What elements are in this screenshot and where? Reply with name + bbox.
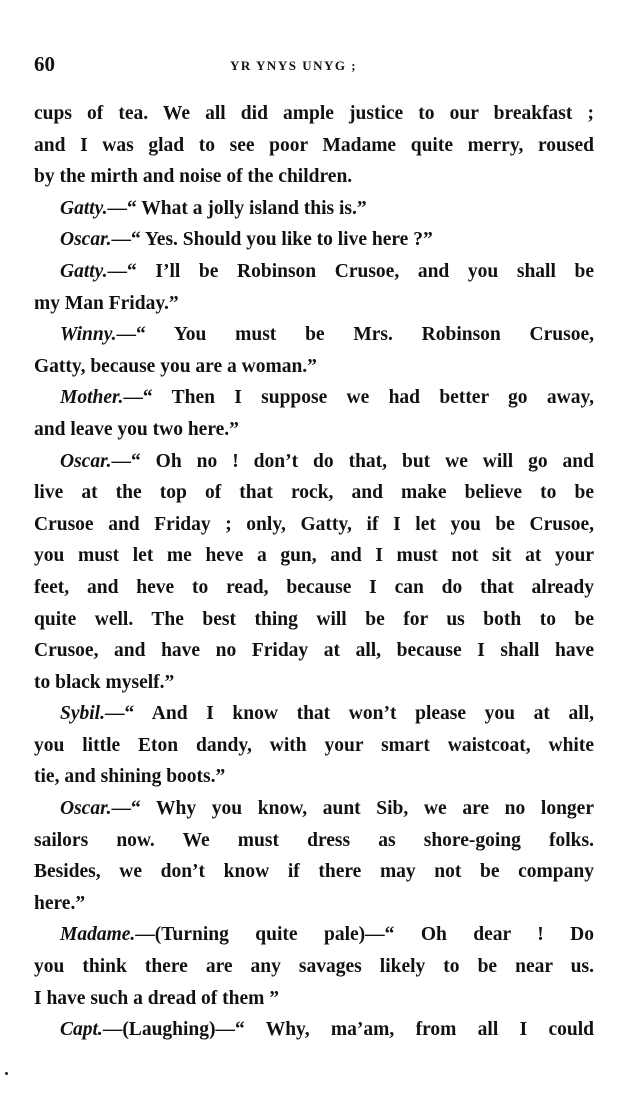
text-line bbox=[34, 604, 594, 636]
text-line bbox=[34, 825, 594, 857]
line-text: live at the top of that rock, and make believe to be bbox=[34, 482, 594, 504]
text-line bbox=[34, 414, 594, 446]
text-line bbox=[34, 698, 594, 730]
text-line bbox=[34, 730, 594, 762]
line-text: Crusoe, and have no Friday at all, because I shall have bbox=[34, 640, 594, 662]
line-text: and I was glad to see poor Madame quite merry, roused bbox=[34, 134, 594, 156]
text-line bbox=[34, 667, 594, 699]
speaker-name: Mother. bbox=[60, 387, 124, 409]
text-line bbox=[34, 572, 594, 604]
line-text: —(Laughing)—“ Why, ma’am, from all I could bbox=[102, 1019, 594, 1041]
text-line bbox=[34, 951, 594, 983]
line-text: —“ And I know that won’t please you at all, bbox=[104, 703, 594, 725]
speaker-name: Oscar. bbox=[60, 798, 112, 820]
line-text: —“ Why you know, aunt Sib, we are no longer bbox=[111, 798, 594, 820]
text-line bbox=[34, 793, 594, 825]
text-line bbox=[34, 161, 594, 193]
line-text: —“ Yes. Should you like to live here ?” bbox=[111, 229, 433, 251]
line-text: feet, and heve to read, because I can do that already bbox=[34, 576, 594, 598]
text-line bbox=[34, 351, 594, 383]
speaker-name: Oscar. bbox=[60, 229, 112, 251]
text-line bbox=[34, 856, 594, 888]
line-text: Gatty, because you are a woman.” bbox=[34, 355, 317, 377]
line-text: by the mirth and noise of the children. bbox=[34, 166, 353, 188]
line-text: you think there are any savages likely to be near us. bbox=[34, 956, 594, 978]
text-line bbox=[34, 446, 594, 478]
text-line bbox=[34, 224, 594, 256]
line-text: quite well. The best thing will be for us both to be bbox=[34, 608, 594, 630]
line-text: —“ Then I suppose we had better go away, bbox=[123, 387, 594, 409]
running-head: YR YNYS UNYG ; bbox=[230, 58, 358, 73]
text-line bbox=[34, 761, 594, 793]
speaker-name: Sybil. bbox=[60, 703, 105, 725]
text-line bbox=[34, 98, 594, 130]
speaker-name: Gatty. bbox=[60, 197, 108, 219]
line-text: here.” bbox=[34, 892, 86, 914]
text-line bbox=[34, 288, 594, 320]
line-text: to black myself.” bbox=[34, 671, 175, 693]
line-text: sailors now. We must dress as shore-going folks. bbox=[34, 829, 594, 851]
line-text: you little Eton dandy, with your smart waistcoat, white bbox=[34, 734, 594, 756]
line-text: and leave you two here.” bbox=[34, 418, 239, 440]
line-text: you must let me heve a gun, and I must not sit at your bbox=[34, 545, 594, 567]
page-header bbox=[34, 52, 594, 82]
body-text bbox=[34, 98, 594, 1046]
margin-dot bbox=[5, 1072, 8, 1075]
speaker-name: Gatty. bbox=[60, 260, 108, 282]
line-text: —(Turning quite pale)—“ Oh dear ! Do bbox=[135, 924, 594, 946]
speaker-name: Madame. bbox=[60, 924, 136, 946]
text-line bbox=[34, 193, 594, 225]
text-line bbox=[34, 1014, 594, 1046]
line-text: tie, and shining boots.” bbox=[34, 766, 226, 788]
text-line bbox=[34, 540, 594, 572]
line-text: Crusoe and Friday ; only, Gatty, if I let you be Crusoe, bbox=[34, 513, 594, 535]
line-text: —“ I’ll be Robinson Crusoe, and you shall be bbox=[107, 260, 594, 282]
line-text: —“ Oh no ! don’t do that, but we will go and bbox=[111, 450, 594, 472]
page-number: 60 bbox=[34, 52, 55, 76]
text-line bbox=[34, 319, 594, 351]
text-line bbox=[34, 509, 594, 541]
text-line bbox=[34, 919, 594, 951]
speaker-name: Oscar. bbox=[60, 450, 112, 472]
text-line bbox=[34, 983, 594, 1015]
text-line bbox=[34, 382, 594, 414]
speaker-name: Capt. bbox=[60, 1019, 103, 1041]
text-line bbox=[34, 635, 594, 667]
text-line bbox=[34, 888, 594, 920]
text-line bbox=[34, 130, 594, 162]
line-text: —“ You must be Mrs. Robinson Crusoe, bbox=[116, 324, 594, 346]
line-text: I have such a dread of them ” bbox=[34, 987, 280, 1009]
line-text: Besides, we don’t know if there may not be company bbox=[34, 861, 594, 883]
line-text: —“ What a jolly island this is.” bbox=[107, 197, 367, 219]
speaker-name: Winny. bbox=[60, 324, 117, 346]
text-line bbox=[34, 256, 594, 288]
text-line bbox=[34, 477, 594, 509]
line-text: cups of tea. We all did ample justice to our breakfast ; bbox=[34, 103, 594, 124]
line-text: my Man Friday.” bbox=[34, 292, 179, 314]
